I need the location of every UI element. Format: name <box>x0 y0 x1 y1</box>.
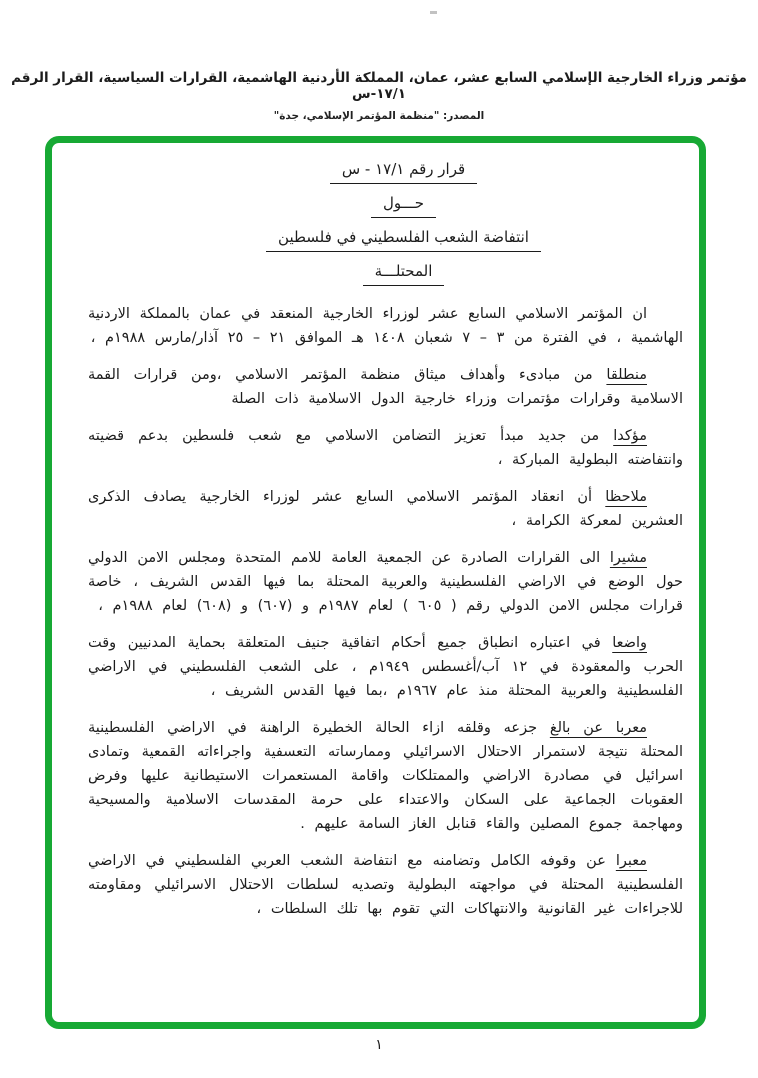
paragraph-lead-word: مؤكدا <box>613 428 647 444</box>
paragraph-lead-word: واضعا <box>612 635 647 651</box>
paragraph: مؤكدا من جديد مبدأ تعزيز التضامن الاسلامي مع شعب فلسطين بدعم قضيته وانتفاضته البطولية المباركة ، <box>88 428 683 468</box>
paragraph: منطلقا من مبادىء وأهداف ميثاق منظمة المؤتمر الاسلامي ،ومن قرارات القمة الاسلامية وقرارات مؤتمرات وزراء خارجية الدول الاسلامية ذات الصلة <box>88 367 683 407</box>
paragraph: معربا عن بالغ جزعه وقلقه ازاء الحالة الخطيرة الراهنة في الاراضي الفلسطينية المحتلة نتيجة لاستمرار الاحتلال الاسرائيلي وممارساته التعسفية واجراءاته القمعية وتمادى اسرائيل في مصادرة الاراضي والممتلكات واقامة المستعمرات الاستيطانية عليها وفرض العقوبات الجماعية على السكان والاعتداء على حرمة المقدسات الاسلامية والمسيحية ومهاجمة جموع المصلين والقاء قنابل الغاز السامة عليهم . <box>88 720 683 832</box>
title-line-occupied: المحتلـــة <box>106 261 701 286</box>
resolution-frame <box>45 136 706 1029</box>
paragraph: ملاحظا أن انعقاد المؤتمر الاسلامي السابع عشر لوزراء الخارجية يصادف الذكرى العشرين لمعركة الكرامة ، <box>88 489 683 529</box>
paragraph: مشيرا الى القرارات الصادرة عن الجمعية العامة للامم المتحدة ومجلس الامن الدولي حول الوضع في الاراضي الفلسطينية والعربية المحتلة بما فيها القدس الشريف ، خاصة قرارات مجلس الامن الدولي رقم ( ٦٠٥ ) لعام ١٩٨٧م و (٦٠٧) و (٦٠٨) لعام ١٩٨٨م ، <box>88 550 683 614</box>
header-source: المصدر: "منظمة المؤتمر الإسلامي، جدة" <box>273 110 485 122</box>
title-line-about: حـــول <box>106 193 701 218</box>
document-header <box>0 70 758 122</box>
scan-artifact <box>430 11 437 14</box>
header-citation: مؤتمر وزراء الخارجية الإسلامي السابع عشر، عمان، المملكة الأردنية الهاشمية، القرارات السياسية، القرار الرقم ١٧/١-س <box>11 70 747 102</box>
paragraph: معبرا عن وقوفه الكامل وتضامنه مع انتفاضة الشعب العربي الفلسطيني في الاراضي الفلسطينية المحتلة في مواجهته البطولية وتصديه لسلطات الاحتلال الاسرائيلي ومقاومته للاجراءات غير القانونية والانتهاكات التي تقوم بها تلك السلطات ، <box>88 853 683 917</box>
paragraph: ان المؤتمر الاسلامي السابع عشر لوزراء الخارجية المنعقد في عمان بالمملكة الاردنية الهاشمية ، في الفترة من ٣ – ٧ شعبان ١٤٠٨ هـ الموافق ٢١ – ٢٥ آذار/مارس ١٩٨٨م ، <box>88 306 683 346</box>
paragraph-lead-word: ملاحظا <box>605 489 647 505</box>
paragraph-lead-word: معربا عن بالغ <box>549 720 647 736</box>
paragraph-lead-word: مشيرا <box>609 550 647 566</box>
title-line-number: قرار رقم ١٧/١ - س <box>106 159 701 184</box>
paragraph-lead-word: معبرا <box>615 853 647 869</box>
page-number: ١ <box>375 1037 383 1053</box>
resolution-title-block <box>106 159 701 286</box>
title-line-subject: انتفاضة الشعب الفلسطيني في فلسطين <box>106 227 701 252</box>
resolution-body <box>88 302 683 921</box>
paragraph-lead-word: منطلقا <box>606 367 647 383</box>
paragraph: واضعا في اعتباره انطباق جميع أحكام اتفاقية جنيف المتعلقة بحماية المدنيين وقت الحرب والمعقودة في ١٢ آب/أغسطس ١٩٤٩م ، على الشعب الفلسطيني في الاراضي الفلسطينية والعربية المحتلة منذ عام ١٩٦٧م ،بما فيها القدس الشريف ، <box>88 635 683 699</box>
